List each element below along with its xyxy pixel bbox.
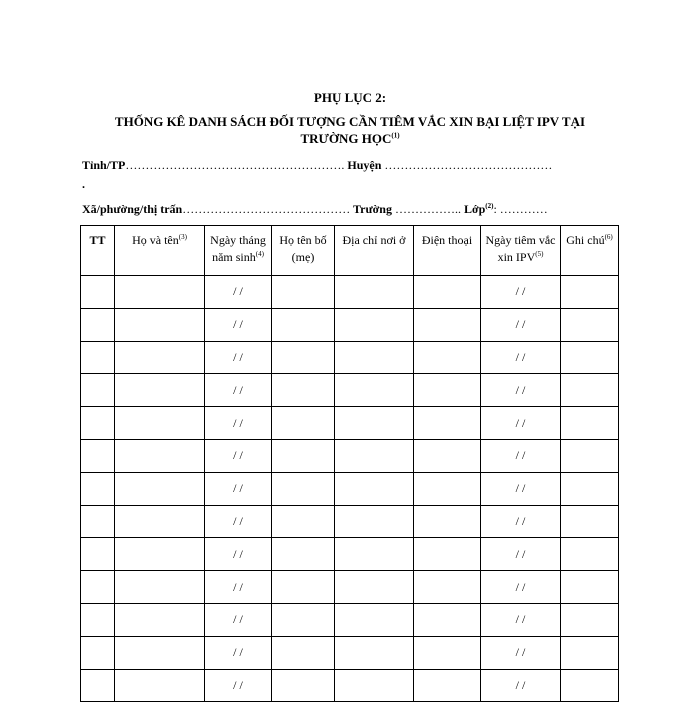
cell-phone — [414, 669, 481, 702]
cell-notes — [561, 636, 619, 669]
cell-phone — [414, 603, 481, 636]
cell-date-of-birth: / / — [205, 472, 272, 505]
cell-address — [335, 407, 414, 440]
commune-dots: …………………………………… — [182, 202, 351, 216]
cell-full-name — [115, 505, 205, 538]
cell-ipv-date: / / — [481, 276, 561, 309]
cell-notes — [561, 669, 619, 702]
cell-phone — [414, 308, 481, 341]
cell-parent-name — [272, 538, 335, 571]
cell-tt — [81, 308, 115, 341]
cell-ipv-date: / / — [481, 439, 561, 472]
cell-full-name — [115, 571, 205, 604]
student-table — [80, 225, 619, 702]
table-header-row — [81, 226, 619, 276]
cell-tt — [81, 603, 115, 636]
cell-address — [335, 472, 414, 505]
header-full-name: Họ và tên$^{(3)}$ — [115, 226, 205, 276]
cell-address — [335, 571, 414, 604]
cell-full-name — [115, 407, 205, 440]
appendix-label: PHỤ LỤC 2: — [313, 90, 387, 105]
title-line-2-text: TRƯỜNG HỌC — [300, 131, 392, 146]
cell-phone — [414, 538, 481, 571]
cell-address — [335, 669, 414, 702]
header-notes: Ghi chú$^{(6)}$ — [561, 226, 619, 276]
title-line-2 — [0, 131, 700, 147]
cell-notes — [561, 276, 619, 309]
cell-parent-name — [272, 439, 335, 472]
cell-date-of-birth: / / — [205, 636, 272, 669]
cell-notes — [561, 374, 619, 407]
cell-ipv-date: / / — [481, 636, 561, 669]
cell-address — [335, 374, 414, 407]
cell-phone — [414, 571, 481, 604]
cell-parent-name — [272, 603, 335, 636]
cell-date-of-birth: / / — [205, 603, 272, 636]
cell-ipv-date: / / — [481, 669, 561, 702]
table-row — [81, 276, 619, 309]
cell-ipv-date: / / — [481, 407, 561, 440]
cell-date-of-birth: / / — [205, 538, 272, 571]
commune-label: Xã/phường/thị trấn — [82, 202, 183, 216]
class-label: Lớp — [463, 202, 486, 216]
cell-parent-name — [272, 636, 335, 669]
table-row — [81, 669, 619, 702]
cell-parent-name — [272, 669, 335, 702]
cell-ipv-date: / / — [481, 505, 561, 538]
cell-tt — [81, 538, 115, 571]
cell-phone — [414, 407, 481, 440]
cell-parent-name — [272, 276, 335, 309]
cell-tt — [81, 669, 115, 702]
commune-school-class-line — [82, 202, 548, 217]
table-row — [81, 472, 619, 505]
cell-address — [335, 341, 414, 374]
cell-date-of-birth: / / — [205, 669, 272, 702]
cell-full-name — [115, 472, 205, 505]
cell-notes — [561, 308, 619, 341]
table-row — [81, 439, 619, 472]
header-date-of-birth: Ngày tháng năm $\sinh^{(4)}$ — [205, 226, 272, 276]
header-parent-name: Họ tên bố (mẹ) — [272, 226, 335, 276]
cell-notes — [561, 505, 619, 538]
table-row — [81, 308, 619, 341]
cell-address — [335, 603, 414, 636]
cell-ipv-date: / / — [481, 341, 561, 374]
table-row — [81, 374, 619, 407]
cell-full-name — [115, 439, 205, 472]
cell-tt — [81, 374, 115, 407]
header-phone: Điện thoại — [414, 226, 481, 276]
cell-ipv-date: / / — [481, 603, 561, 636]
header-tt: TT — [81, 226, 115, 276]
cell-parent-name — [272, 472, 335, 505]
cell-phone — [414, 374, 481, 407]
cell-notes — [561, 407, 619, 440]
school-dots: …………….. — [394, 202, 461, 216]
cell-full-name — [115, 538, 205, 571]
province-dots: ………………………………………………. — [125, 158, 345, 172]
table-row — [81, 571, 619, 604]
province-district-line — [82, 158, 552, 173]
header-address: Địa chỉ nơi ở — [335, 226, 414, 276]
cell-address — [335, 538, 414, 571]
cell-parent-name — [272, 341, 335, 374]
cell-date-of-birth: / / — [205, 439, 272, 472]
cell-parent-name — [272, 505, 335, 538]
table-row — [81, 603, 619, 636]
cell-ipv-date: / / — [481, 308, 561, 341]
cell-full-name — [115, 636, 205, 669]
cell-date-of-birth: / / — [205, 276, 272, 309]
table-row — [81, 636, 619, 669]
header-ipv-date: Ngày tiêm vắc xin IPV$^{(5)}$ — [481, 226, 561, 276]
cell-tt — [81, 341, 115, 374]
cell-notes — [561, 341, 619, 374]
cell-ipv-date: / / — [481, 472, 561, 505]
district-label: Huyện — [347, 158, 382, 172]
cell-address — [335, 439, 414, 472]
table-row — [81, 407, 619, 440]
cell-date-of-birth: / / — [205, 374, 272, 407]
cell-tt — [81, 472, 115, 505]
cell-phone — [414, 505, 481, 538]
cell-ipv-date: / / — [481, 571, 561, 604]
district-dots: …………………………………… — [384, 158, 553, 172]
cell-address — [335, 505, 414, 538]
cell-notes — [561, 439, 619, 472]
title-footnote: (1) — [391, 131, 400, 140]
cell-date-of-birth: / / — [205, 341, 272, 374]
cell-date-of-birth: / / — [205, 308, 272, 341]
table-row — [81, 341, 619, 374]
cell-tt — [81, 505, 115, 538]
table-row — [81, 538, 619, 571]
cell-full-name — [115, 276, 205, 309]
cell-full-name — [115, 374, 205, 407]
school-label: Trường — [353, 202, 392, 216]
cell-phone — [414, 439, 481, 472]
cell-parent-name — [272, 407, 335, 440]
cell-tt — [81, 636, 115, 669]
cell-tt — [81, 571, 115, 604]
cell-full-name — [115, 308, 205, 341]
cell-phone — [414, 276, 481, 309]
cell-tt — [81, 439, 115, 472]
cell-parent-name — [272, 374, 335, 407]
cell-address — [335, 276, 414, 309]
class-footnote: (2) — [485, 202, 494, 210]
cell-phone — [414, 472, 481, 505]
cell-tt — [81, 407, 115, 440]
cell-date-of-birth: / / — [205, 407, 272, 440]
cell-notes — [561, 538, 619, 571]
cell-full-name — [115, 603, 205, 636]
cell-phone — [414, 636, 481, 669]
cell-full-name — [115, 341, 205, 374]
table-row — [81, 505, 619, 538]
cell-date-of-birth: / / — [205, 505, 272, 538]
district-tail: . — [82, 177, 85, 191]
cell-parent-name — [272, 571, 335, 604]
cell-notes — [561, 603, 619, 636]
province-label: Tỉnh/TP — [82, 158, 126, 172]
cell-ipv-date: / / — [481, 538, 561, 571]
cell-notes — [561, 472, 619, 505]
title-line-1: THỐNG KÊ DANH SÁCH ĐỐI TƯỢNG CẦN TIÊM VẮC XIN BẠI LIỆT IPV TẠI — [114, 114, 586, 129]
cell-ipv-date: / / — [481, 374, 561, 407]
cell-tt — [81, 276, 115, 309]
cell-notes — [561, 571, 619, 604]
class-dots: : ………… — [493, 202, 548, 216]
cell-parent-name — [272, 308, 335, 341]
cell-address — [335, 636, 414, 669]
cell-date-of-birth: / / — [205, 571, 272, 604]
cell-address — [335, 308, 414, 341]
cell-phone — [414, 341, 481, 374]
cell-full-name — [115, 669, 205, 702]
